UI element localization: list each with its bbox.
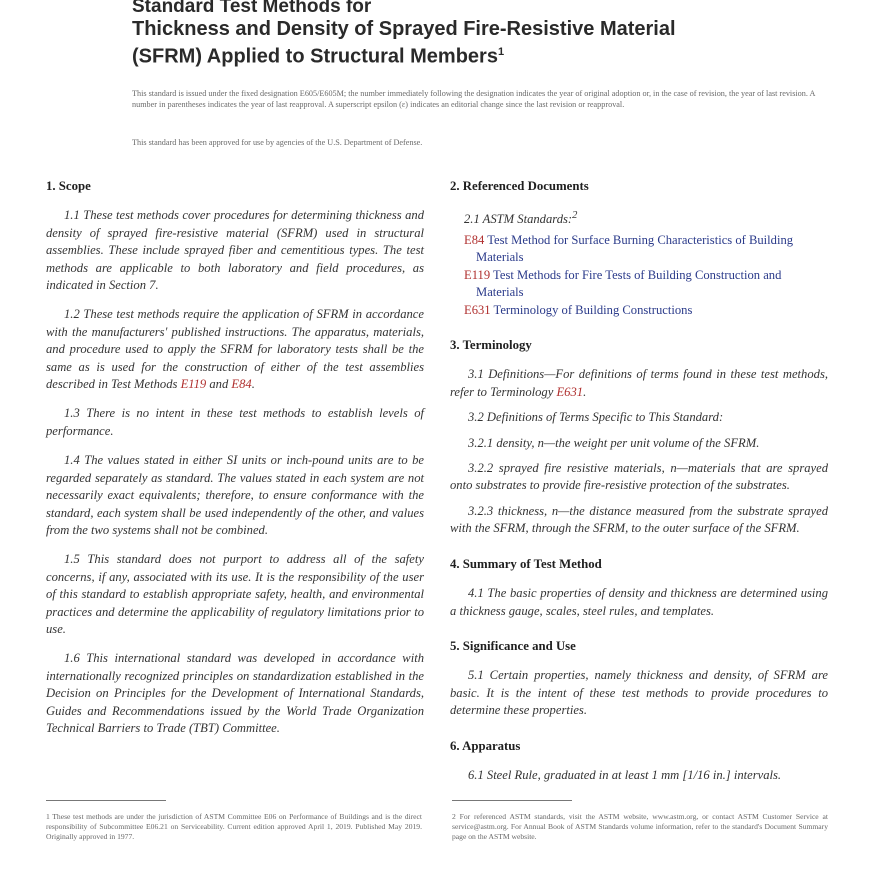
paragraph-3-2-3: 3.2.3 thickness, n—the distance measured from the substrate sprayed with the SFRM, through the SFRM, to the outer surface of the SFRM. <box>450 503 828 536</box>
title-line-0: Standard Test Methods for <box>132 0 372 17</box>
footnote-divider-left <box>46 800 166 801</box>
right-column <box>450 178 828 792</box>
paragraph-1-2-text: 1.2 These test methods require the application of SFRM in accordance with the manufacturers' published instructions. The apparatus, materials, and procedure used to apply the SFRM for laboratory tests shall be the same as is used for the construction of either of the test assemblies described in Test Methods <box>46 307 424 392</box>
paragraph-1-4: 1.4 The values stated in either SI units or inch-pound units are to be regarded separately as standard. The values stated in each system are not necessarily exact equivalents; therefore, to ensure conformance with the standard, each system shall be used independently of the other, and values from the two systems shall not be combined. <box>46 453 424 537</box>
footnote-2: 2 For referenced ASTM standards, visit the ASTM website, www.astm.org, or contact ASTM Customer Service at service@astm.org. For Annual Book of ASTM Standards volume information, refer to the standard's Document Summary page on the ASTM website. <box>452 812 828 842</box>
paragraph-3-1 <box>450 366 828 401</box>
title-line-2-text: (SFRM) Applied to Structural Members <box>132 45 498 68</box>
paragraph-3-2: 3.2 Definitions of Terms Specific to This Standard: <box>468 410 724 425</box>
title-line-1: Thickness and Density of Sprayed Fire-Resistive Material <box>132 18 676 40</box>
section-heading-referenced-documents: 2. Referenced Documents <box>450 179 589 193</box>
paragraph-1-2-and: and <box>206 377 232 392</box>
section-heading-summary: 4. Summary of Test Method <box>450 556 602 571</box>
reference-code[interactable]: E119 <box>464 267 491 282</box>
title-footnote-marker: 1 <box>497 46 505 58</box>
reference-item[interactable] <box>450 232 828 267</box>
paragraph-1-6: 1.6 This international standard was developed in accordance with internationally recognized principles on standardization established in the Decision on Principles for the Development of International Standards, Guides and Recommendations issued by the World Trade Organization Technical Barriers to Trade (TBT) Committee. <box>46 651 424 735</box>
link-e119[interactable]: E119 <box>180 377 207 392</box>
astm-standards-label: 2.1 ASTM Standards: <box>464 212 573 227</box>
footnote-divider-right <box>452 800 572 801</box>
title-line-2 <box>132 41 772 69</box>
paragraph-1-5: 1.5 This standard does not purport to address all of the safety concerns, if any, associated with its use. It is the responsibility of the user of this standard to establish appropriate safety, health, and environmental practices and determine the applicability of regulatory limitations prior to use. <box>46 552 424 636</box>
footnote-1: 1 These test methods are under the jurisdiction of ASTM Committee E06 on Performance of Buildings and is the direct responsibility of Subcommittee E06.21 on Serviceability. Current edition approved April 1, 2019. Published May 2019. Originally approved in 1977. <box>46 812 422 842</box>
paragraph-3-1-text: 3.1 Definitions—For definitions of terms found in these test methods, refer to Terminology <box>450 367 828 399</box>
paragraph-1-2-end: . <box>251 377 255 392</box>
astm-standards-subheading <box>464 207 828 229</box>
paragraph-1-1: 1.1 These test methods cover procedures for determining thickness and density of sprayed fire-resistive material (SFRM) used in structural assemblies. These include sprayed fiber and cementitious types. The test methods are applicable to both laboratory and field procedures, as indicated in Section 7. <box>46 208 424 293</box>
reference-title[interactable]: Terminology of Building Constructions <box>490 302 693 317</box>
reference-title[interactable]: Test Methods for Fire Tests of Building Construction and Materials <box>476 267 782 300</box>
reference-item[interactable] <box>450 302 828 319</box>
section-heading-scope: 1. Scope <box>46 179 91 193</box>
paragraph-4-1: 4.1 The basic properties of density and thickness are determined using a thickness gauge, scales, steel rules, and templates. <box>450 586 828 618</box>
link-e631[interactable]: E631 <box>556 384 584 399</box>
paragraph-3-2-2: 3.2.2 sprayed fire resistive materials, n—materials that are sprayed onto substrates to provide fire-resistive protection of the substrates. <box>450 461 828 493</box>
paragraph-1-3: 1.3 There is no intent in these test methods to establish levels of performance. <box>46 406 424 438</box>
reference-title[interactable]: Test Method for Surface Burning Characteristics of Building Materials <box>476 233 794 265</box>
designation-preamble: This standard is issued under the fixed designation E605/E605M; the number immediately following the designation indicates the year of original adoption or, in the case of revision, the year of last revision. A number in parentheses indicates the year of last reapproval. A superscript epsilon (ε) indicates an editorial change since the last revision or reapproval. <box>132 89 815 110</box>
reference-code[interactable]: E84 <box>464 233 485 247</box>
reference-item[interactable] <box>450 267 828 302</box>
paragraph-3-1-end: . <box>583 384 587 399</box>
section-heading-significance: 5. Significance and Use <box>450 638 576 653</box>
paragraph-6-1: 6.1 Steel Rule, graduated in at least 1 mm [1/16 in.] intervals. <box>468 767 782 782</box>
paragraph-3-2-1: 3.2.1 density, n—the weight per unit volume of the SFRM. <box>468 435 760 450</box>
document-title <box>132 0 772 69</box>
left-column <box>46 178 424 749</box>
astm-standards-footnote-marker: 2 <box>572 210 578 222</box>
paragraph-1-2 <box>46 306 424 393</box>
section-heading-apparatus: 6. Apparatus <box>450 738 521 753</box>
section-heading-terminology: 3. Terminology <box>450 338 532 353</box>
paragraph-5-1: 5.1 Certain properties, namely thickness and density, of SFRM are basic. It is the intent of these test methods to provide procedures to determine these properties. <box>450 668 828 718</box>
reference-code[interactable]: E631 <box>464 302 491 317</box>
approval-note: This standard has been approved for use by agencies of the U.S. Department of Defense. <box>132 138 423 147</box>
link-e84[interactable]: E84 <box>231 377 252 392</box>
